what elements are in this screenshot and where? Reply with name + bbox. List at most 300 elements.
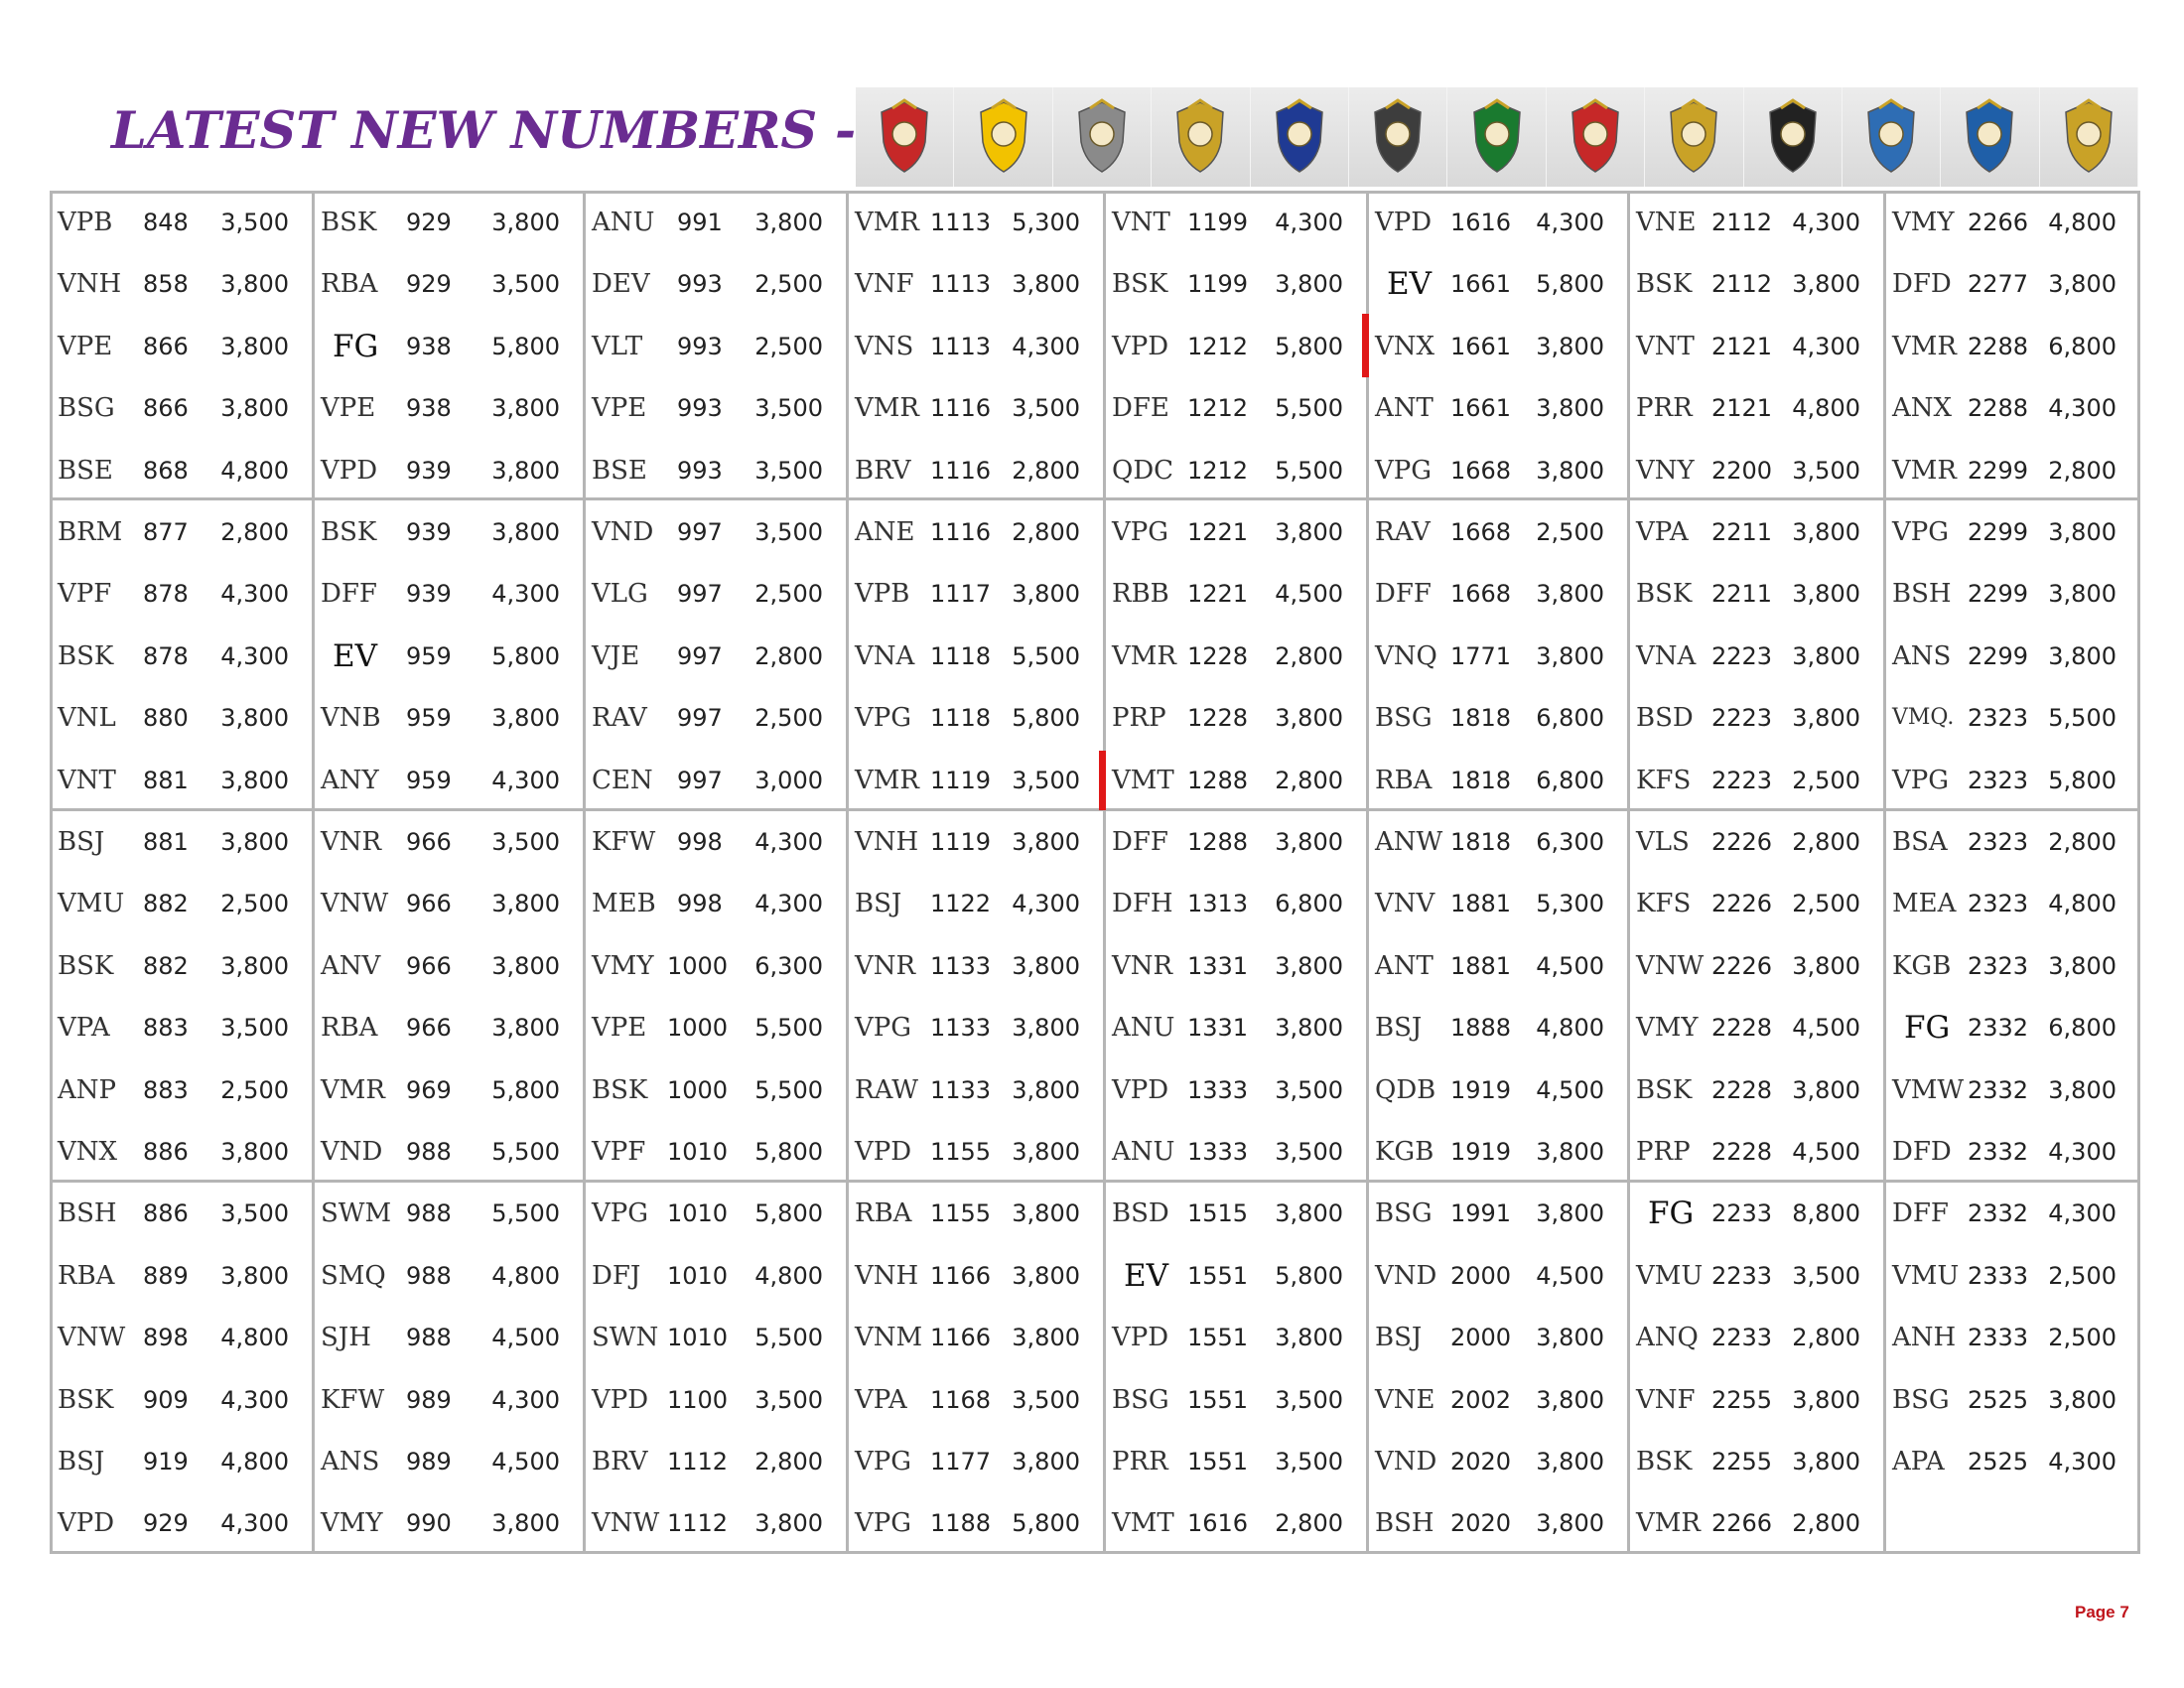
plate-number: 1117	[930, 580, 992, 608]
plate-entry	[1884, 820, 2140, 864]
plate-price: 3,800	[1792, 952, 1860, 980]
plate-number: 997	[677, 580, 723, 608]
plate-price: 3,500	[754, 1386, 823, 1414]
plate-price: 4,500	[1792, 1014, 1860, 1042]
plate-prefix: BSH	[1375, 1508, 1434, 1538]
plate-prefix: BSK	[1636, 1447, 1693, 1477]
plate-entry	[584, 1068, 847, 1112]
plate-number: 883	[143, 1076, 189, 1104]
plate-prefix: VNA	[855, 641, 915, 671]
plate-prefix: ANU	[1112, 1013, 1175, 1043]
plate-number: 2211	[1711, 518, 1773, 546]
plate-prefix: BSK	[58, 951, 114, 981]
plate-prefix: VNY	[1636, 456, 1695, 486]
plate-price: 3,800	[1275, 518, 1343, 546]
plate-price: 5,800	[1275, 333, 1343, 360]
plate-prefix: PRP	[1636, 1137, 1691, 1167]
plate-number: 1551	[1187, 1448, 1249, 1476]
plate-prefix: VLT	[592, 332, 643, 361]
plate-prefix: ANT	[1375, 951, 1433, 981]
plate-prefix: VMU	[1636, 1261, 1704, 1291]
plate-entry	[50, 1068, 313, 1112]
plate-number: 2233	[1711, 1262, 1773, 1290]
plate-number: 997	[677, 518, 723, 546]
plate-entry	[584, 325, 847, 368]
plate-prefix: ANS	[321, 1447, 380, 1477]
plate-entry	[1104, 262, 1367, 306]
plate-entry	[313, 1254, 584, 1298]
plate-price: 3,800	[1536, 394, 1604, 422]
plate-number: 1818	[1450, 828, 1512, 856]
plate-number: 1133	[930, 952, 992, 980]
plate-price: 6,800	[2048, 333, 2116, 360]
plate-prefix: VNH	[58, 269, 122, 299]
plate-number: 1188	[930, 1509, 992, 1537]
plate-number: 998	[677, 890, 723, 917]
plate-entry	[1884, 1254, 2140, 1298]
plate-number: 866	[143, 394, 189, 422]
plate-price: 3,800	[1792, 580, 1860, 608]
plate-number: 1166	[930, 1324, 992, 1351]
crest-tile	[1547, 87, 1645, 187]
plate-entry	[847, 572, 1104, 616]
plate-entry	[847, 1254, 1104, 1298]
plate-entry	[1367, 572, 1628, 616]
plate-number: 2323	[1968, 767, 2029, 794]
plate-prefix: VMT	[1112, 1508, 1174, 1538]
plate-entry	[313, 1316, 584, 1359]
plate-price: 4,800	[754, 1262, 823, 1290]
plate-entry	[1104, 1254, 1367, 1298]
plate-entry	[313, 510, 584, 554]
plate-entry	[50, 820, 313, 864]
plate-entry	[1367, 1316, 1628, 1359]
plate-price: 3,500	[1012, 394, 1080, 422]
plate-number: 2223	[1711, 767, 1773, 794]
plate-prefix: ANE	[855, 517, 915, 547]
plate-entry	[1628, 1006, 1884, 1050]
section-divider	[50, 1180, 2140, 1183]
plate-price: 2,800	[1275, 1509, 1343, 1537]
plate-price: 3,800	[491, 1509, 560, 1537]
plate-entry	[50, 1254, 313, 1298]
plate-price: 3,800	[220, 1138, 289, 1166]
plate-entry	[847, 882, 1104, 925]
plate-price: 4,500	[491, 1324, 560, 1351]
plate-prefix: BSD	[1636, 703, 1694, 733]
plate-price: 4,300	[220, 1509, 289, 1537]
plate-number: 877	[143, 518, 189, 546]
plate-price: 4,800	[220, 1448, 289, 1476]
plate-price: 3,800	[754, 1509, 823, 1537]
plate-prefix: BSJ	[58, 1447, 105, 1477]
state-crests-banner	[856, 87, 2138, 187]
plate-price: 3,800	[1275, 1014, 1343, 1042]
plate-number: 959	[406, 767, 452, 794]
plate-entry	[1628, 449, 1884, 492]
plate-number: 939	[406, 580, 452, 608]
plate-prefix: ANQ	[1636, 1323, 1699, 1352]
plate-number: 1113	[930, 270, 992, 298]
plate-entry	[1628, 1192, 1884, 1235]
plate-number: 1333	[1187, 1138, 1249, 1166]
plate-prefix: VPG	[855, 1447, 912, 1477]
plate-prefix: BSJ	[58, 827, 105, 857]
plate-prefix: VNW	[58, 1323, 126, 1352]
plate-number: 1313	[1187, 890, 1249, 917]
plate-entry	[1884, 944, 2140, 988]
plate-entry	[1104, 449, 1367, 492]
plate-price: 4,500	[1536, 1262, 1604, 1290]
plate-prefix: BRV	[592, 1447, 648, 1477]
plate-number: 1116	[930, 518, 992, 546]
plate-prefix: VPG	[1892, 517, 1950, 547]
plate-number: 2288	[1968, 394, 2029, 422]
plate-prefix: SWM	[321, 1198, 392, 1228]
plate-prefix: VMY	[1892, 208, 1955, 237]
plate-price: 2,500	[754, 580, 823, 608]
plate-price: 6,800	[2048, 1014, 2116, 1042]
plate-number: 2233	[1711, 1324, 1773, 1351]
plate-number: 1771	[1450, 642, 1512, 670]
plate-entry	[1367, 1378, 1628, 1422]
page-number: Page 7	[2075, 1603, 2129, 1621]
plate-number: 1112	[667, 1448, 729, 1476]
plate-price: 3,800	[1536, 1386, 1604, 1414]
page-title: LATEST NEW NUMBERS -	[111, 101, 857, 161]
plate-prefix: VPB	[58, 208, 113, 237]
plate-number: 1177	[930, 1448, 992, 1476]
plate-number: 1616	[1450, 209, 1512, 236]
plate-entry	[1628, 1130, 1884, 1174]
plate-prefix: VMR	[321, 1075, 385, 1105]
plate-price: 3,800	[1792, 642, 1860, 670]
plate-entry	[584, 1254, 847, 1298]
plate-prefix: RBA	[1375, 766, 1433, 795]
plate-number: 2288	[1968, 333, 2029, 360]
plate-price: 5,500	[754, 1324, 823, 1351]
plate-entry	[1367, 1254, 1628, 1298]
plate-prefix: DEV	[592, 269, 650, 299]
plate-entry	[847, 696, 1104, 740]
plate-entry	[1367, 944, 1628, 988]
plate-entry	[313, 572, 584, 616]
plate-number: 868	[143, 457, 189, 485]
plate-price: 3,800	[220, 704, 289, 732]
plate-price: 3,800	[754, 209, 823, 236]
plate-number: 1228	[1187, 704, 1249, 732]
plate-entry	[1884, 1130, 2140, 1174]
plate-price: 3,800	[1012, 952, 1080, 980]
plate-prefix: VNL	[58, 703, 116, 733]
plate-number: 1919	[1450, 1076, 1512, 1104]
plate-prefix: RAV	[1375, 517, 1431, 547]
plate-price: 4,300	[491, 580, 560, 608]
plate-prefix: VNT	[58, 766, 116, 795]
plate-prefix: BSK	[1636, 1075, 1693, 1105]
plate-prefix: ANU	[592, 208, 655, 237]
crest-tile	[1152, 87, 1250, 187]
plate-price: 3,500	[1275, 1448, 1343, 1476]
plate-number: 2323	[1968, 890, 2029, 917]
plate-prefix: VPE	[321, 393, 376, 423]
plate-prefix: VPD	[1112, 332, 1169, 361]
plate-entry	[1104, 696, 1367, 740]
plate-entry	[847, 759, 1104, 802]
plate-number: 939	[406, 457, 452, 485]
plate-entry	[847, 449, 1104, 492]
plate-prefix: VNE	[1375, 1385, 1435, 1415]
plate-number: 966	[406, 828, 452, 856]
plate-price: 5,800	[1012, 1509, 1080, 1537]
plate-entry	[50, 1440, 313, 1483]
plate-entry	[1104, 1440, 1367, 1483]
plate-entry	[1104, 1068, 1367, 1112]
plate-entry	[313, 449, 584, 492]
plate-price: 2,800	[220, 518, 289, 546]
red-marker	[1099, 751, 1106, 810]
plate-entry	[1884, 696, 2140, 740]
plate-number: 2223	[1711, 642, 1773, 670]
plate-number: 2233	[1711, 1199, 1773, 1227]
plate-price: 3,800	[1792, 270, 1860, 298]
plate-price: 4,300	[754, 890, 823, 917]
plate-entry	[1628, 262, 1884, 306]
plate-price: 5,500	[1012, 642, 1080, 670]
plate-price: 3,800	[1536, 457, 1604, 485]
plate-prefix: VNB	[321, 703, 381, 733]
plate-number: 2255	[1711, 1448, 1773, 1476]
plate-entry	[50, 510, 313, 554]
plate-number: 1119	[930, 767, 992, 794]
plate-prefix: BSK	[592, 1075, 648, 1105]
plate-number: 1331	[1187, 1014, 1249, 1042]
plate-number: 938	[406, 394, 452, 422]
plate-price: 2,800	[1275, 767, 1343, 794]
plate-number: 2277	[1968, 270, 2029, 298]
plate-price: 5,800	[2048, 767, 2116, 794]
plate-price: 3,800	[1536, 580, 1604, 608]
plate-number: 939	[406, 518, 452, 546]
plate-prefix: EV	[1387, 266, 1433, 302]
plate-prefix: SWN	[592, 1323, 659, 1352]
plate-prefix: CEN	[592, 766, 653, 795]
plate-number: 2020	[1450, 1448, 1512, 1476]
plate-prefix: PRR	[1112, 1447, 1168, 1477]
plate-price: 4,800	[2048, 890, 2116, 917]
plate-number: 2121	[1711, 333, 1773, 360]
plate-price: 3,800	[220, 394, 289, 422]
plate-number: 959	[406, 642, 452, 670]
plate-number: 929	[143, 1509, 189, 1537]
plate-number: 1010	[667, 1262, 729, 1290]
plate-number: 2323	[1968, 704, 2029, 732]
plate-price: 5,800	[1012, 704, 1080, 732]
plate-prefix: VPG	[1112, 517, 1169, 547]
plate-number: 2332	[1968, 1076, 2029, 1104]
plate-prefix: DFF	[1375, 579, 1432, 609]
plate-number: 882	[143, 890, 189, 917]
plate-entry	[847, 1192, 1104, 1235]
plate-price: 4,800	[1792, 394, 1860, 422]
plate-number: 1010	[667, 1138, 729, 1166]
plate-prefix: BSK	[321, 517, 377, 547]
plate-entry	[847, 1068, 1104, 1112]
plate-prefix: FG	[1904, 1010, 1951, 1046]
plate-price: 3,800	[1012, 270, 1080, 298]
plate-prefix: VMQ.	[1892, 705, 1955, 730]
plate-number: 2299	[1968, 580, 2029, 608]
plate-number: 2333	[1968, 1262, 2029, 1290]
plate-entry	[313, 696, 584, 740]
plate-price: 5,800	[491, 1076, 560, 1104]
plate-price: 4,300	[1792, 209, 1860, 236]
plate-entry	[584, 944, 847, 988]
plate-prefix: VMY	[1636, 1013, 1699, 1043]
plate-price: 4,800	[1536, 1014, 1604, 1042]
plate-number: 1133	[930, 1076, 992, 1104]
plate-price: 4,500	[1792, 1138, 1860, 1166]
plate-prefix: VPG	[855, 1013, 912, 1043]
plate-entry	[313, 944, 584, 988]
plate-prefix: VPE	[592, 393, 647, 423]
plate-number: 1212	[1187, 333, 1249, 360]
plate-price: 4,800	[220, 1324, 289, 1351]
plate-prefix: QDC	[1112, 456, 1174, 486]
plate-number: 1333	[1187, 1076, 1249, 1104]
plate-prefix: VNF	[855, 269, 914, 299]
plate-prefix: EV	[1124, 1258, 1169, 1294]
plate-entry	[847, 634, 1104, 678]
plate-price: 5,500	[754, 1076, 823, 1104]
plate-number: 2266	[1968, 209, 2029, 236]
plate-number: 1991	[1450, 1199, 1512, 1227]
plate-number: 886	[143, 1138, 189, 1166]
plate-prefix: VLG	[592, 579, 648, 609]
plate-price: 3,500	[1275, 1386, 1343, 1414]
plate-entry	[1884, 882, 2140, 925]
red-marker	[1362, 314, 1369, 377]
plate-price: 4,500	[1536, 952, 1604, 980]
plate-price: 5,800	[491, 333, 560, 360]
plate-entry	[50, 759, 313, 802]
plate-entry	[1367, 1130, 1628, 1174]
crest-tile	[856, 87, 954, 187]
plate-price: 4,800	[491, 1262, 560, 1290]
plate-number: 1288	[1187, 767, 1249, 794]
plate-number: 881	[143, 828, 189, 856]
plate-price: 5,500	[491, 1199, 560, 1227]
johor-crest-icon	[1269, 98, 1330, 176]
plate-prefix: VNR	[321, 827, 382, 857]
plate-price: 6,300	[1536, 828, 1604, 856]
plate-number: 1118	[930, 642, 992, 670]
plate-prefix: BSK	[1636, 579, 1693, 609]
plate-price: 3,800	[491, 952, 560, 980]
plate-price: 3,800	[1012, 828, 1080, 856]
plate-entry	[1884, 325, 2140, 368]
plate-number: 2223	[1711, 704, 1773, 732]
plate-prefix: VMR	[1112, 641, 1176, 671]
plate-number: 991	[677, 209, 723, 236]
plate-prefix: VMR	[855, 766, 919, 795]
plate-price: 3,800	[2048, 642, 2116, 670]
plate-price: 5,500	[754, 1014, 823, 1042]
plate-price: 3,800	[491, 890, 560, 917]
plate-entry	[1884, 449, 2140, 492]
plate-price: 3,800	[220, 767, 289, 794]
plate-price: 4,300	[2048, 1448, 2116, 1476]
plate-number: 1228	[1187, 642, 1249, 670]
plate-entry	[50, 696, 313, 740]
plate-entry	[313, 759, 584, 802]
plate-price: 4,500	[1275, 580, 1343, 608]
plate-entry	[847, 1378, 1104, 1422]
plate-price: 3,500	[1275, 1138, 1343, 1166]
plate-entry	[847, 1316, 1104, 1359]
plate-entry	[584, 1006, 847, 1050]
plate-price: 3,800	[1792, 1448, 1860, 1476]
plate-prefix: BSE	[58, 456, 113, 486]
plate-prefix: VMY	[321, 1508, 383, 1538]
plate-price: 3,800	[220, 270, 289, 298]
plate-entry	[1367, 634, 1628, 678]
plate-prefix: BSD	[1112, 1198, 1169, 1228]
plate-prefix: BSJ	[1375, 1013, 1423, 1043]
plate-entry	[313, 1192, 584, 1235]
plate-number: 1881	[1450, 952, 1512, 980]
plate-prefix: VNR	[855, 951, 916, 981]
plate-entry	[584, 510, 847, 554]
plate-price: 3,800	[1275, 1324, 1343, 1351]
plate-price: 4,500	[1536, 1076, 1604, 1104]
plate-number: 1199	[1187, 209, 1249, 236]
plate-price: 3,500	[1275, 1076, 1343, 1104]
plate-prefix: BSH	[58, 1198, 117, 1228]
plate-number: 2112	[1711, 270, 1773, 298]
plate-entry	[50, 1130, 313, 1174]
plate-price: 3,500	[1792, 1262, 1860, 1290]
plate-prefix: BRV	[855, 456, 911, 486]
plate-price: 2,500	[754, 270, 823, 298]
plate-prefix: VNQ	[1375, 641, 1437, 671]
plate-entry	[584, 262, 847, 306]
section-divider	[50, 808, 2140, 811]
negeri-sembilan-crest-icon	[973, 98, 1034, 176]
plate-entry	[1628, 325, 1884, 368]
plate-entry	[50, 572, 313, 616]
crest-tile	[1447, 87, 1546, 187]
crest-tile	[954, 87, 1052, 187]
plate-price: 3,800	[220, 333, 289, 360]
plate-number: 2200	[1711, 457, 1773, 485]
plate-price: 2,500	[1792, 767, 1860, 794]
plate-entry	[1628, 1254, 1884, 1298]
plate-prefix: FG	[333, 329, 379, 364]
plate-entry	[1628, 1501, 1884, 1545]
plate-number: 878	[143, 642, 189, 670]
plate-entry	[847, 510, 1104, 554]
plate-number: 929	[406, 270, 452, 298]
plate-entry	[1104, 386, 1367, 430]
plate-entry	[50, 634, 313, 678]
penang-crest-icon	[1860, 98, 1922, 176]
plate-prefix: VNR	[1112, 951, 1173, 981]
plate-price: 4,300	[220, 580, 289, 608]
plate-price: 2,800	[1012, 518, 1080, 546]
plate-prefix: VNV	[1375, 889, 1435, 918]
plate-price: 3,800	[1275, 828, 1343, 856]
